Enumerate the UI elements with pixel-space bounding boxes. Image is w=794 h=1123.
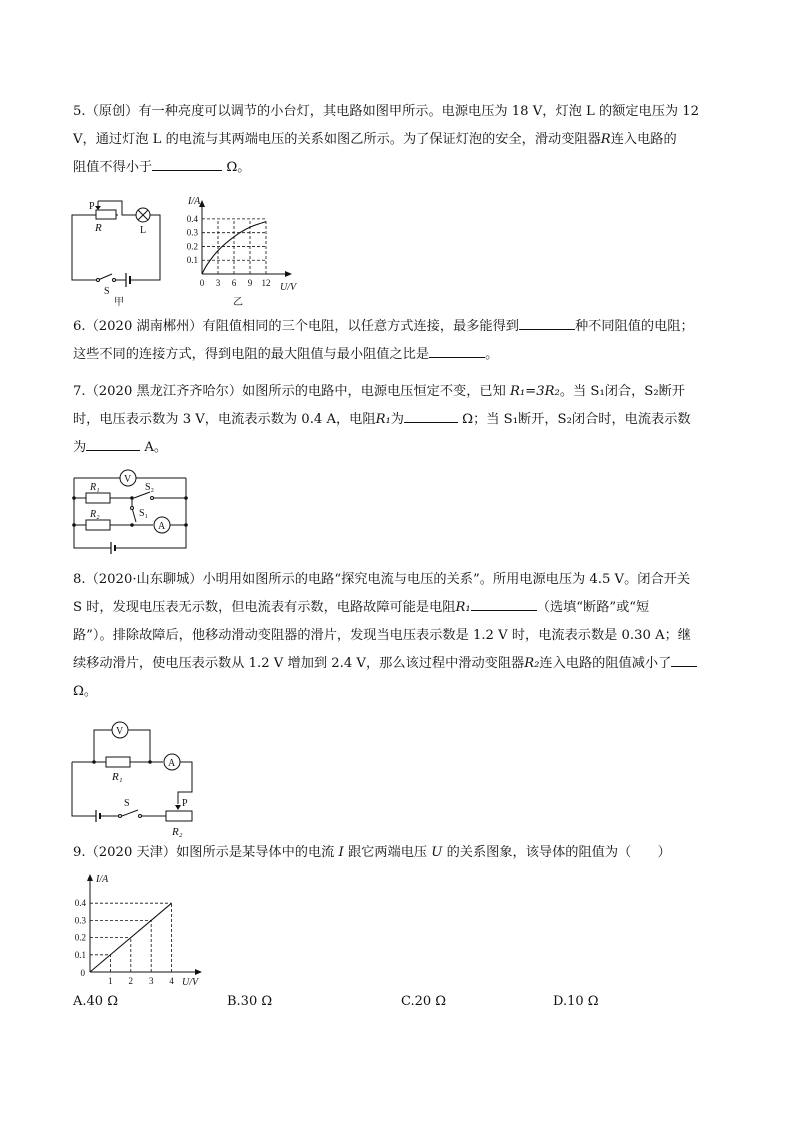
question-7-text — [73, 378, 725, 462]
q5-graph-x-tick-label: 6 — [231, 278, 237, 288]
q5-graph-y-tick-label: 0.3 — [186, 227, 198, 238]
q5-circuit-jia — [68, 196, 168, 296]
q5-graph-x-tick-label: 0 — [199, 278, 205, 288]
q8-label-r1: R₁ — [112, 771, 123, 783]
q5-label-s: S — [104, 286, 110, 297]
q9-graph-x-tick-label: 2 — [128, 976, 134, 986]
q9-graph-ylabel: I/A — [96, 874, 109, 885]
q6-line-1: 6.（2020 湖南郴州）有阻值相同的三个电阻，以任意方式连接，最多能得到 种不同阻值的电阻； — [73, 313, 725, 341]
q9-graph-y-tick-label: 0.3 — [74, 915, 86, 926]
q8-line-1: 8.（2020·山东聊城）小明用如图所示的电路“探究电流与电压的关系”。所用电源电压为 4.5 V。闭合开关 — [73, 572, 691, 587]
q5-graph-x-arrow — [285, 271, 292, 277]
q5-line-1: 5.（原创）有一种亮度可以调节的小台灯，其电路如图甲所示。电源电压为 18 V，灯泡 L 的额定电压为 12 — [73, 104, 700, 119]
q8-label-p: P — [182, 798, 188, 809]
q5-graph-y-tick-label: 0.1 — [186, 255, 198, 266]
answer-blank-q6-2[interactable] — [429, 343, 485, 358]
q5-label-l: L — [140, 225, 147, 236]
q5-graph-xlabel: U/V — [280, 282, 297, 293]
q8-line-5: Ω。 — [73, 684, 98, 699]
q9-graph-x-tick-label: 1 — [108, 976, 113, 986]
q7-ammeter-label: A — [158, 521, 166, 532]
q5-label-p: P — [89, 201, 95, 212]
question-6-text — [73, 313, 725, 369]
option-d[interactable]: D.10 Ω — [553, 994, 599, 1009]
q9-graph-x-tick-label: 3 — [148, 976, 154, 986]
q9-graph-y-tick-label: 0.1 — [74, 949, 86, 960]
option-a[interactable]: A.40 Ω — [73, 994, 118, 1009]
option-c[interactable]: C.20 Ω — [401, 994, 447, 1009]
q5-line-2: V，通过灯泡 L 的电流与其两端电压的关系如图乙所示。为了保证灯泡的安全，滑动变阻器R连入电路的 — [73, 132, 677, 147]
q9-graph-x-arrow — [195, 969, 202, 975]
q7-circuit — [70, 464, 195, 556]
q5-graph-x-tick-label: 3 — [215, 278, 221, 288]
q5-var-r: R — [600, 132, 611, 147]
q9-graph — [70, 872, 210, 990]
q7-label-s1: S₁ — [139, 508, 149, 519]
q7-line-2: 时，电压表示数为 3 V，电流表示数为 0.4 A，电阻R₁为 Ω；当 S₁断开，S₂闭合时，电流表示数 — [73, 406, 725, 434]
q8-ammeter-label: A — [168, 758, 176, 769]
q8-line-3: 路”）。排除故障后，他移动滑动变阻器的滑片，发现当电压表示数是 1.2 V 时，电流表示数是 0.30 A；继 — [73, 628, 691, 643]
q5-graph-yi — [180, 198, 305, 306]
q8-label-s: S — [124, 798, 130, 809]
q7-line-1: 7.（2020 黑龙江齐齐哈尔）如图所示的电路中，电源电压恒定不变，已知 R₁=3R₂。当 S₁闭合，S₂断开 — [73, 384, 685, 399]
q6-line-2: 这些不同的连接方式，得到电阻的最大阻值与最小阻值之比是 。 — [73, 341, 725, 369]
q7-label-s2: S₂ — [145, 482, 155, 493]
q7-label-r2: R₂ — [90, 509, 100, 520]
q9-graph-y-arrow — [87, 874, 93, 881]
q8-label-r2: R₂ — [172, 826, 183, 838]
answer-blank-q7-1[interactable] — [404, 408, 458, 423]
q5-graph-y-tick-label: 0.2 — [186, 241, 198, 252]
q9-options — [73, 994, 725, 1014]
q5-graph-x-tick-label: 9 — [247, 278, 253, 288]
q9-graph-y-tick-label: 0.2 — [74, 932, 86, 943]
q7-label-r1: R₁ — [90, 482, 100, 493]
answer-blank-q6-1[interactable] — [519, 315, 575, 330]
q5-graph-y-tick-label: 0.4 — [186, 213, 198, 224]
q9-graph-x-tick-label: 4 — [169, 976, 174, 986]
q8-line-4: 续移动滑片，使电压表示数从 1.2 V 增加到 2.4 V，那么该过程中滑动变阻器R₂连入电路的阻值减小了 — [73, 650, 725, 678]
q5-label-r: R — [95, 222, 102, 234]
answer-blank-q5[interactable] — [152, 156, 222, 171]
answer-blank-q8-2[interactable] — [671, 652, 697, 667]
q9-graph-origin-label: 0 — [80, 968, 85, 978]
question-5-text — [73, 98, 725, 182]
answer-blank-q7-2[interactable] — [86, 436, 140, 451]
q8-circuit — [68, 718, 198, 836]
answer-blank-q8-1[interactable] — [471, 596, 537, 611]
q9-graph-xlabel: U/V — [182, 977, 199, 988]
q9-graph-y-tick-label: 0.4 — [74, 898, 86, 909]
q9-stem: 9.（2020 天津）如图所示是某导体中的电流 I 跟它两端电压 U 的关系图象，该导体的阻值为（ ） — [73, 845, 671, 860]
q8-line-2: S 时，发现电压表无示数，但电流表有示数，电路故障可能是电阻R₁ （选填“断路”或“短 — [73, 594, 725, 622]
option-b[interactable]: B.30 Ω — [227, 994, 273, 1009]
q5-caption-jia: 甲 — [114, 297, 124, 308]
q8-voltmeter-label: V — [116, 726, 124, 737]
q5-line-3: 阻值不得小于 Ω。 — [73, 154, 725, 182]
q7-line-3: 为 A。 — [73, 434, 725, 462]
q5-caption-yi: 乙 — [233, 297, 243, 308]
q5-graph-x-tick-label: 12 — [261, 278, 271, 288]
q5-graph-ylabel: I/A — [188, 196, 201, 207]
question-9-text — [73, 839, 725, 867]
q7-voltmeter-label: V — [124, 474, 132, 485]
question-8-text — [73, 566, 725, 706]
